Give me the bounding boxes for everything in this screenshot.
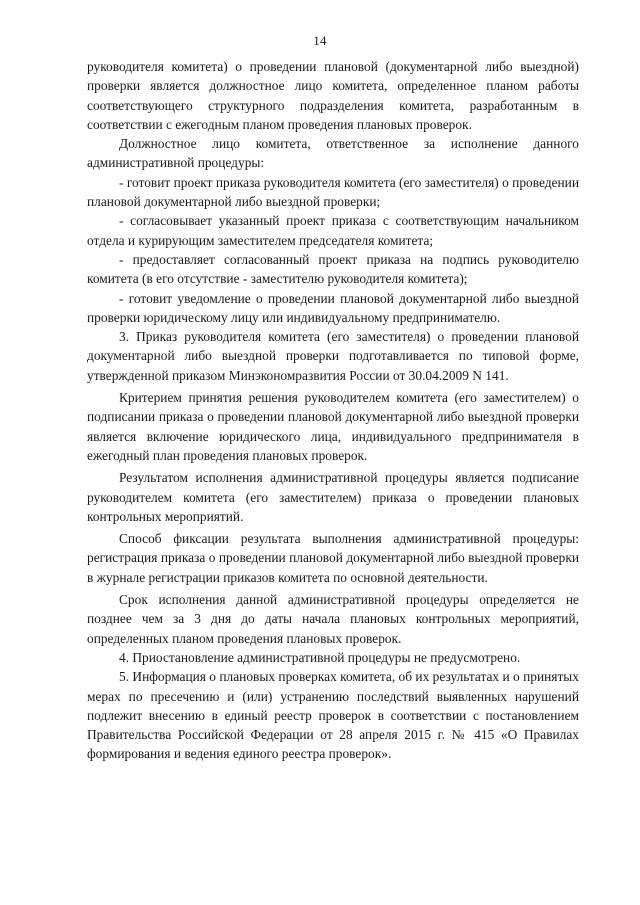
paragraph: руководителя комитета) о проведении плановой (документарной либо выездной) проверки является должностное лицо комитета, определенное планом работы соответствующего структурного подразделения комитета, разработанным в соответствии с ежегодным планом проведения плановых проверок. bbox=[87, 59, 579, 132]
page-number: 14 bbox=[313, 33, 327, 48]
document-body bbox=[87, 57, 579, 764]
paragraph: Критерием принятия решения руководителем комитета (его заместителем) о подписании приказа о проведении плановой документарной либо выездной проверки является включение юридического лица, индивидуального предпринимателя в ежегодный план проведения плановых проверок. bbox=[87, 390, 579, 463]
paragraph: 5. Информация о плановых проверках комитета, об их результатах и о принятых мерах по пресечению и (или) устранению последствий выявленных нарушений подлежит внесению в единый реестр проверок в соответствии с постановлением Правительства Российской Федерации от 28 апреля 2015 г. № 415 «О Правилах формирования и ведения единого реестра проверок». bbox=[87, 669, 579, 762]
paragraph: 3. Приказ руководителя комитета (его заместителя) о проведении плановой документарной либо выездной проверки подготавливается по типовой форме, утвержденной приказом Минэкономразвития России от 30.04.2009 N 141. bbox=[87, 329, 579, 383]
list-item: - предоставляет согласованный проект приказа на подпись руководителю комитета (в его отсутствие - заместителю руководителя комитета); bbox=[87, 251, 579, 287]
paragraph: Результатом исполнения административной процедуры является подписание руководителем комитета (его заместителем) приказа о проведении плановых контрольных мероприятий. bbox=[87, 470, 579, 524]
list-item: - согласовывает указанный проект приказа с соответствующим начальником отдела и курирующим заместителем председателя комитета; bbox=[87, 213, 579, 248]
paragraph: 4. Приостановление административной процедуры не предусмотрено. bbox=[119, 649, 521, 665]
paragraph: Должностное лицо комитета, ответственное за исполнение данного административной процедуры: bbox=[87, 136, 579, 171]
paragraph: Способ фиксации результата выполнения административной процедуры: регистрация приказа о проведении плановой документарной либо выездной проверки в журнале регистрации приказов комитета по основной деятельности. bbox=[87, 531, 579, 585]
list-item: - готовит проект приказа руководителя комитета (его заместителя) о проведении плановой документарной либо выездной проверки; bbox=[87, 174, 579, 210]
paragraph: Срок исполнения данной административной процедуры определяется не позднее чем за 3 дня до даты начала плановых контрольных мероприятий, определенных планом проведения плановых проверок. bbox=[87, 592, 579, 646]
list-item: - готовит уведомление о проведении плановой документарной либо выездной проверки юридическому лицу или индивидуальному предпринимателю. bbox=[87, 290, 579, 325]
